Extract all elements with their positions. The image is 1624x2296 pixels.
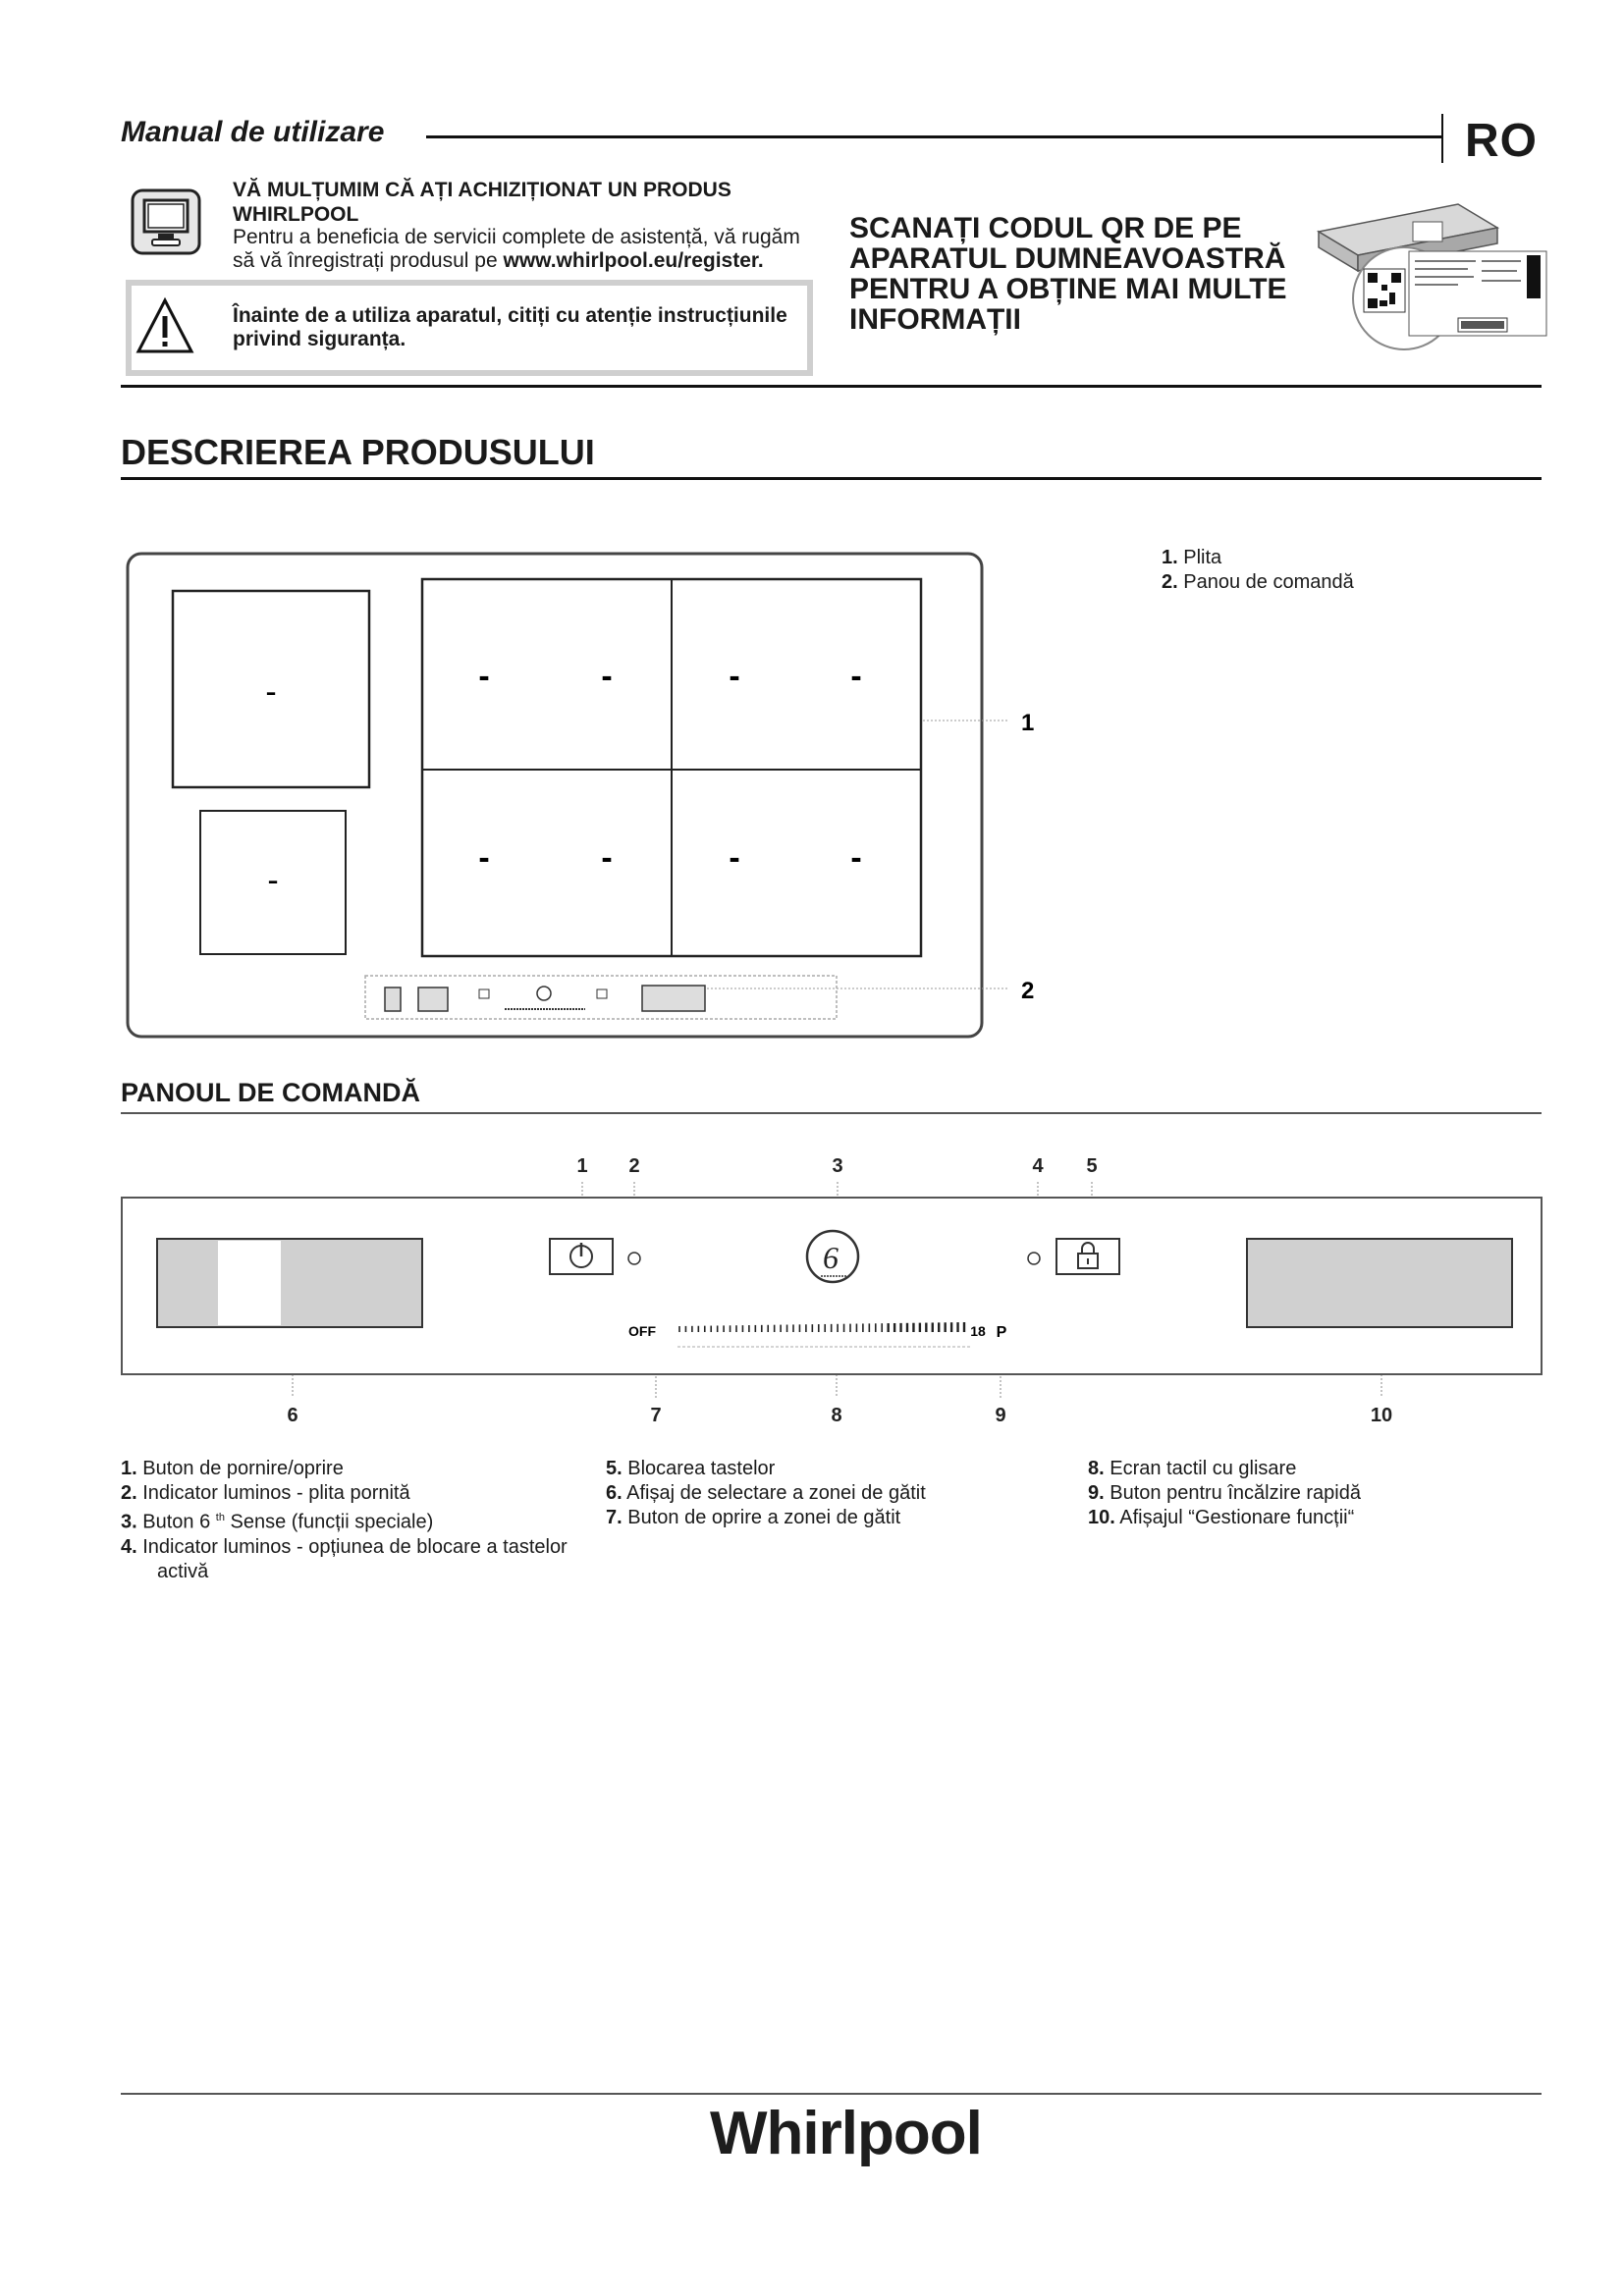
slider-max-label: 18 — [970, 1323, 986, 1339]
legend-item: 1. Plita — [1162, 547, 1222, 568]
slider-off-button[interactable]: OFF — [628, 1323, 656, 1339]
callout-bottom-6: 6 — [287, 1405, 298, 1426]
callout-bottom-7: 7 — [650, 1405, 662, 1426]
zone-selection-display[interactable] — [157, 1239, 422, 1327]
legend-item: 9. Buton pentru încălzire rapidă — [1088, 1482, 1361, 1504]
key-lock-button[interactable] — [1056, 1239, 1119, 1274]
intro-divider — [121, 385, 1542, 388]
product-legend — [1162, 546, 1354, 595]
header-rule — [426, 135, 1441, 138]
legend-item: 2. Panou de comandă — [1162, 571, 1354, 593]
zone-dash: - — [850, 839, 862, 877]
legend-item: 7. Buton de oprire a zonei de gătit — [606, 1507, 901, 1528]
zone-dash: - — [601, 839, 613, 877]
callout-2: 2 — [1021, 978, 1035, 1004]
zone-dash: - — [729, 839, 740, 877]
legend-item: 4. Indicator luminos - opțiunea de blocare a tastelor — [121, 1535, 568, 1558]
lock-indicator-light — [1028, 1253, 1040, 1264]
zone-dash: - — [850, 658, 862, 695]
callout-top-5: 5 — [1086, 1155, 1098, 1177]
thanks-text — [233, 226, 822, 273]
zone-dash: - — [478, 658, 490, 695]
callout-top-2: 2 — [628, 1155, 640, 1177]
footer-divider — [121, 2093, 1542, 2095]
booster-button[interactable]: P — [996, 1324, 1007, 1341]
zone-dash: - — [601, 658, 613, 695]
qr-heading: SCANAȚI CODUL QR DE PE APARATUL DUMNEAVOASTRĂ PENTRU A OBȚINE MAI MULTE INFORMAȚII — [849, 212, 1287, 336]
legend-item-cont: activă — [157, 1560, 209, 1582]
legend-item: 3. Buton 6 $^{th}$ Sense (funcții speciale) — [121, 1511, 434, 1533]
manual-title: Manual de utilizare — [121, 116, 385, 148]
panel-title: PANOUL DE COMANDĂ — [121, 1078, 421, 1107]
monitor-icon — [131, 188, 201, 255]
legend-item: 1. Buton de pornire/oprire — [121, 1458, 344, 1479]
control-panel-diagram — [108, 1139, 1551, 1433]
callout-bottom-9: 9 — [995, 1405, 1006, 1426]
panel-divider — [121, 1112, 1542, 1114]
whirlpool-logo: Whirlpool — [710, 2100, 982, 2167]
safety-notice-text: Înainte de a utiliza aparatul, citiți cu atenție instrucțiunile privind siguranța. — [233, 304, 787, 350]
register-link[interactable]: www.whirlpool.eu/register. — [503, 249, 764, 272]
panel-legend-col3 — [1088, 1457, 1361, 1530]
legend-item: 10. Afișajul “Gestionare funcții“ — [1088, 1507, 1355, 1528]
power-indicator-light — [628, 1253, 640, 1264]
section-title: DESCRIEREA PRODUSULUI — [121, 432, 595, 472]
zone-dash: - — [478, 839, 490, 877]
sixth-sense-digit: 6 — [823, 1240, 839, 1275]
language-code: RO — [1465, 115, 1538, 167]
zone-dash: - — [267, 862, 279, 899]
callout-top-4: 4 — [1032, 1155, 1044, 1177]
callout-top-1: 1 — [576, 1155, 588, 1177]
legend-item: 5. Blocarea tastelor — [606, 1458, 776, 1479]
sixth-sense-button[interactable] — [807, 1231, 858, 1282]
panel-legend-col1 — [121, 1457, 568, 1584]
warning-icon — [135, 296, 194, 357]
hob-diagram — [108, 538, 1051, 1048]
callout-top-3: 3 — [832, 1155, 843, 1177]
legend-item: 8. Ecran tactil cu glisare — [1088, 1458, 1297, 1479]
callout-bottom-8: 8 — [831, 1405, 842, 1426]
callout-bottom-10: 10 — [1370, 1405, 1393, 1426]
thanks-heading: VĂ MULȚUMIM CĂ AȚI ACHIZIȚIONAT UN PRODUS WHIRLPOOL — [233, 179, 731, 226]
legend-item: 2. Indicator luminos - plita pornită — [121, 1482, 410, 1504]
header-divider — [1441, 114, 1443, 163]
zone-dash: - — [265, 673, 277, 711]
thanks-text-body: Pentru a beneficia de servicii complete de asistență, vă rugăm să vă înregistrați produsul pe — [233, 226, 800, 272]
qr-label-illustration — [1311, 192, 1552, 351]
power-button[interactable] — [550, 1239, 613, 1274]
function-manager-display[interactable] — [1247, 1239, 1512, 1327]
zone-dash: - — [729, 658, 740, 695]
legend-item: 6. Afișaj de selectare a zonei de gătit — [606, 1482, 926, 1504]
callout-1: 1 — [1021, 710, 1035, 736]
panel-legend-col2 — [606, 1457, 926, 1530]
section-divider — [121, 477, 1542, 480]
